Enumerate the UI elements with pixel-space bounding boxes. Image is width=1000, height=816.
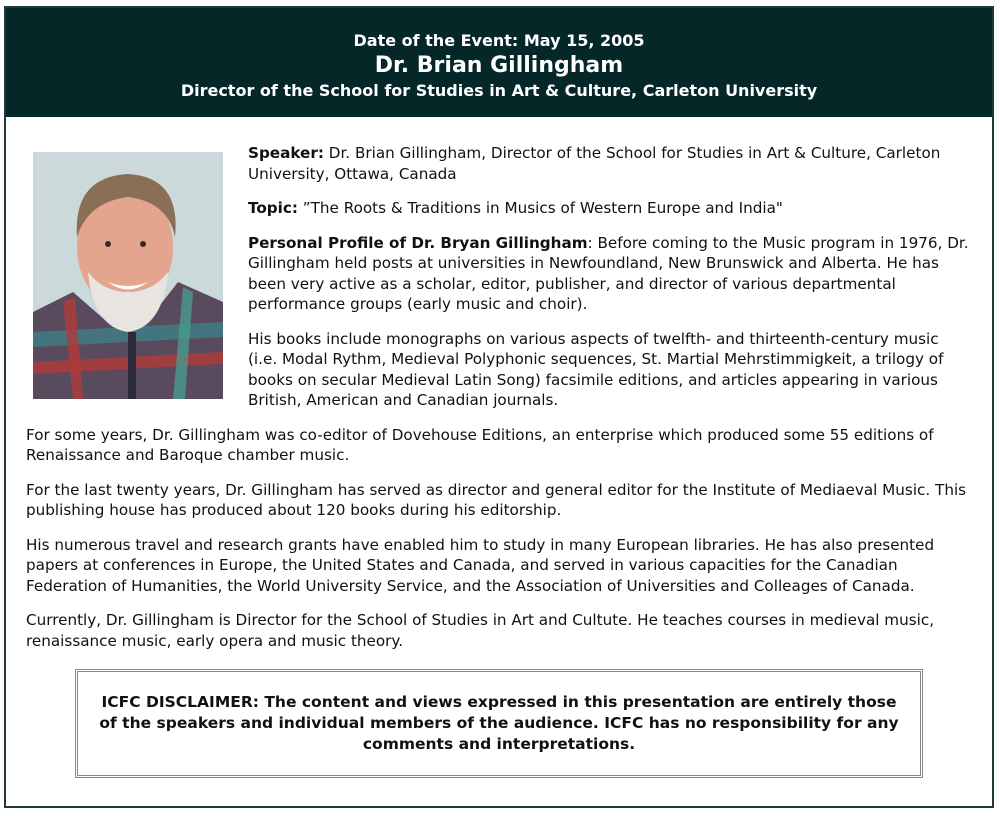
speaker-title-heading: Director of the School for Studies in Art & Culture, Carleton University: [180, 81, 818, 100]
speaker-intro: [248, 117, 970, 411]
speaker-label: Speaker:: [248, 144, 324, 162]
disclaimer-box: ICFC DISCLAIMER: The content and views expressed in this presentation are entirely those of the speakers and individual members of the audience. ICFC has no responsibility for any comments and interpretations.: [75, 669, 923, 778]
event-date: Date of the Event: May 15, 2005: [353, 31, 645, 50]
grants-paragraph: His numerous travel and research grants have enabled him to study in many European libraries. He has also presented papers at conferences in Europe, the United States and Canada, and served in various capacities for the Canadian Federation of Humanities, the World University Service, and the Association of Universities and Colleages of Canada.: [26, 535, 935, 595]
speaker-name-heading: Dr. Brian Gillingham: [374, 53, 624, 78]
books-paragraph: His books include monographs on various aspects of twelfth- and thirteenth-century music (i.e. Modal Rythm, Medieval Polyphonic sequences, St. Martial Mehrstimmigkeit, a trilogy of books on secular Medieval Latin Song) facsimile editions, and articles appearing in various British, American and Canadian journals.: [248, 329, 944, 409]
profile-label: Personal Profile of Dr. Bryan Gillingham: [248, 233, 588, 252]
event-header: [6, 8, 992, 117]
topic-text: ”The Roots & Traditions in Musics of Western Europe and India": [297, 199, 783, 217]
topic-label: Topic:: [248, 199, 298, 217]
profile-paragraph: [248, 233, 970, 315]
page-frame: [4, 6, 994, 808]
speaker-paragraph: [248, 143, 970, 184]
portrait-image: [33, 152, 223, 399]
dovehouse-paragraph: For some years, Dr. Gillingham was co-editor of Dovehouse Editions, an enterprise which produced some 55 editions of Renaissance and Baroque chamber music.: [26, 425, 934, 464]
institute-paragraph: For the last twenty years, Dr. Gillingham has served as director and general editor for the Institute of Mediaeval Music. This publishing house has produced about 120 books during his editorship.: [26, 480, 967, 519]
topic-paragraph: [248, 198, 970, 219]
current-role-paragraph: Currently, Dr. Gillingham is Director for the School of Studies in Art and Cultute. He teaches courses in medieval music, renaissance music, early opera and music theory.: [26, 611, 935, 650]
speaker-text: Dr. Brian Gillingham, Director of the School for Studies in Art & Culture, Carleton University, Ottawa, Canada: [248, 144, 941, 183]
profile-text: : Before coming to the Music program in 1976, Dr. Gillingham held posts at universities in Newfoundland, New Brunswick and Alberta. He has been very active as a scholar, editor, publisher, and director of various departmental performance groups (early music and choir).: [248, 233, 969, 313]
speaker-photo: [33, 152, 223, 399]
content-area: [6, 117, 992, 778]
